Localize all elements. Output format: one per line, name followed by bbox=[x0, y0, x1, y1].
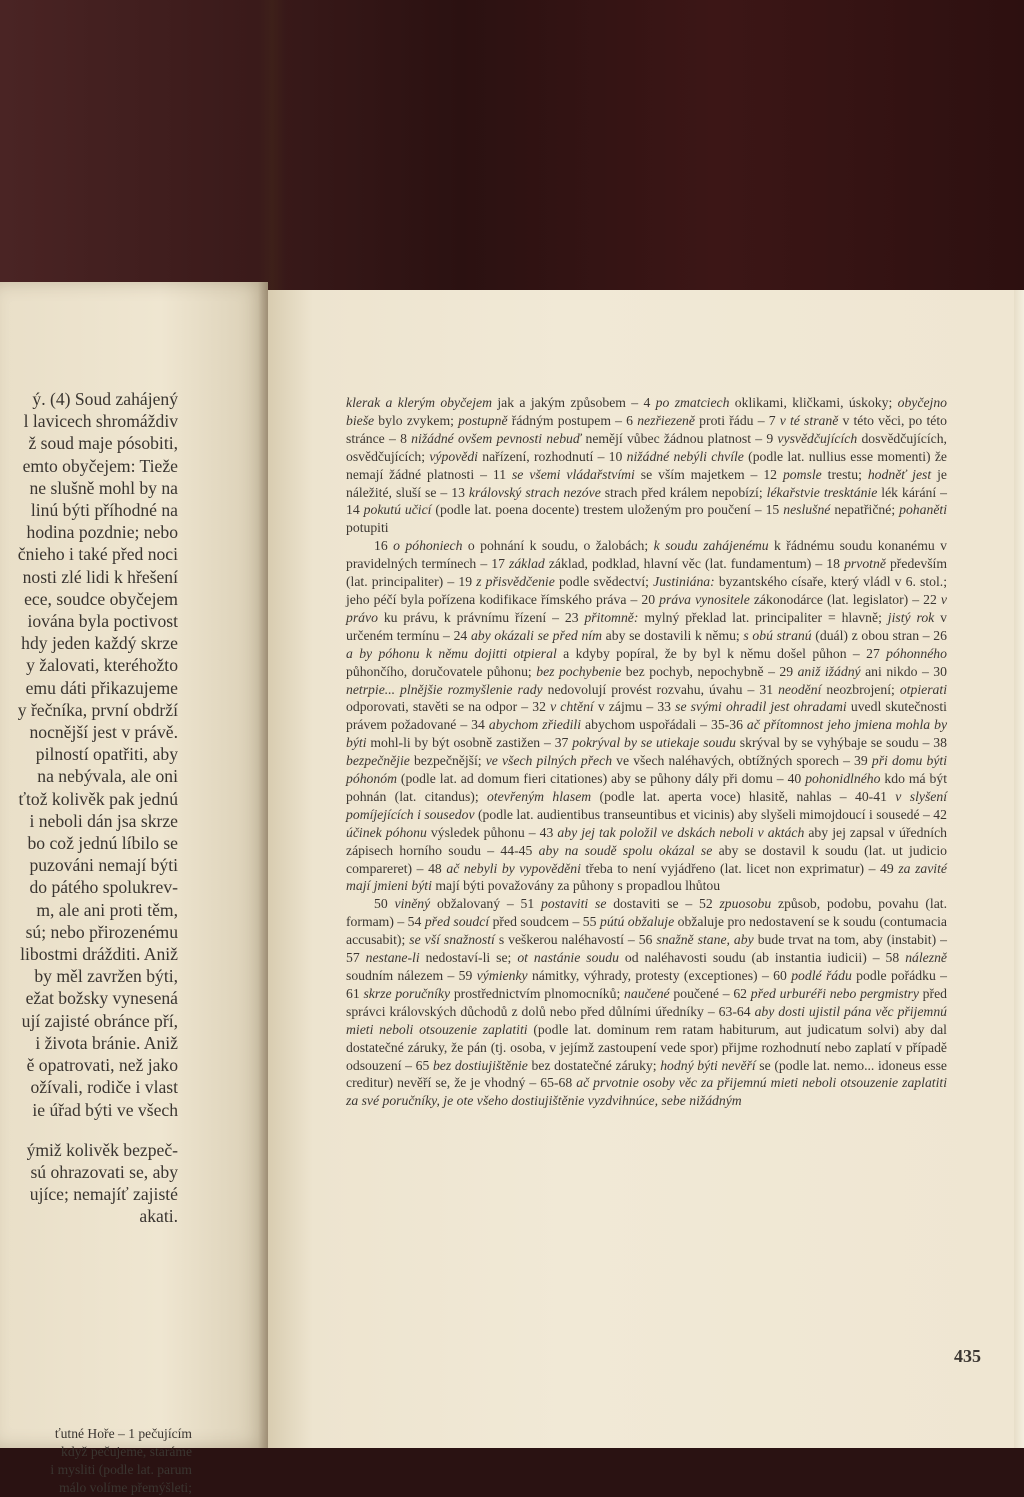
glossed-term: klerak a klerým obyčejem bbox=[346, 395, 493, 410]
text-line: sú ohrazovati se, aby bbox=[30, 1161, 178, 1182]
glossed-term: při domu býti póhonóm bbox=[346, 753, 947, 787]
note-line: ťutné Hoře – 1 pečujícím bbox=[54, 1426, 192, 1441]
gloss-text: nařízení, rozhodnutí – 10 bbox=[477, 448, 627, 464]
glossed-term: viněný bbox=[394, 896, 431, 912]
gloss-text: námitky, výhrady, protesty (exceptiones) – 60 bbox=[527, 968, 792, 983]
glossed-term: snažně stane, aby bbox=[656, 932, 754, 948]
gloss-text: nedostaví-li se; bbox=[419, 950, 518, 966]
glossed-term: pokrýval by se utiekaje soudu bbox=[572, 735, 736, 751]
text-line: do pátého spolukrev- bbox=[29, 877, 178, 898]
gloss-text: o pohnání k soudu, o žalobách; bbox=[462, 538, 654, 554]
text-line: by měl zavržen býti, bbox=[34, 966, 178, 987]
glossed-term: neslušné bbox=[783, 502, 831, 518]
glossed-term: skrze poručníky bbox=[363, 985, 451, 1001]
glossed-term: aniž ižádný bbox=[797, 663, 861, 679]
gloss-text: obžalovaný – 51 bbox=[430, 896, 542, 912]
glossed-term: po zmatciech bbox=[655, 395, 730, 410]
glossed-term: v slyšení pomíjejících i sousedov bbox=[346, 788, 947, 822]
text-line: nocnější jest v právě. bbox=[29, 722, 178, 743]
glossed-term: vysvědčujících bbox=[777, 430, 858, 446]
gloss-text: podle pořádku – 61 bbox=[346, 968, 947, 1001]
glossed-term: ve všech pilných přech bbox=[485, 753, 613, 769]
glossed-term: účinek póhonu bbox=[346, 824, 427, 840]
glossed-term: hodný býti nevěří bbox=[660, 1057, 756, 1073]
gloss-text: 16 bbox=[374, 538, 394, 554]
text-line: bo což jednú líbilo se bbox=[27, 833, 178, 854]
glossed-term: přitomně: bbox=[584, 609, 639, 625]
glossed-term: nižádné ovšem pevnosti nebuď bbox=[411, 430, 582, 446]
gloss-text: aby se dostavili k němu; bbox=[601, 627, 744, 643]
glossed-term: výpovědi bbox=[429, 448, 478, 464]
text-line: ují zajisté obránce pří, bbox=[21, 1010, 178, 1031]
text-line: emto obyčejem: Tieže bbox=[22, 455, 178, 476]
glossed-term: ač nebyli by vypověděni bbox=[446, 860, 581, 876]
glossed-term: póhonného bbox=[886, 645, 947, 661]
gloss-text: trestu; bbox=[821, 466, 868, 482]
glossed-term: pomsle bbox=[782, 466, 822, 482]
gloss-text: bez dostatečné záruky; bbox=[527, 1057, 661, 1073]
gloss-text: skrýval by se vyhýbaje se soudu – 38 bbox=[735, 735, 947, 751]
gloss-text: v této věci, po této stránce – 8 bbox=[346, 412, 947, 446]
gloss-text: (podle lat. audientibus transeuntibus et vicinis) aby slyšeli mimojdoucí i sousedé – 42 bbox=[474, 806, 947, 822]
glossed-term: podlé řádu bbox=[791, 968, 852, 983]
glossed-term: se všemi vládařstvími bbox=[511, 466, 635, 482]
glossed-term: aby jej tak položil ve dskách neboli v aktách bbox=[557, 824, 805, 840]
gloss-text: aby se dostavil k soudu (lat. ut judicio compareret) – 48 bbox=[346, 842, 947, 876]
glossed-term: pohonidlného bbox=[805, 771, 881, 787]
text-line: y žalovati, kteréhožto bbox=[26, 655, 178, 676]
glossed-term: aby dosti ujistil pána věc přijemnú mieti neboli otsouzenie zaplatiti bbox=[346, 1003, 948, 1037]
page-edge bbox=[1014, 290, 1024, 1448]
text-line: ne slušně mohl by na bbox=[29, 477, 178, 498]
gloss-text: nepatřičné; bbox=[830, 502, 900, 518]
glossed-term: v té straně bbox=[779, 412, 839, 428]
glossed-term: neodění bbox=[778, 681, 822, 697]
gloss-text: poučené – 62 bbox=[669, 985, 751, 1001]
glossed-term: zpuosobu bbox=[719, 896, 772, 912]
gloss-text: podle svědectví; bbox=[554, 574, 654, 590]
text-line: m, ale ani proti těm, bbox=[36, 899, 178, 920]
glossed-term: postaviti se bbox=[541, 896, 607, 912]
right-page bbox=[268, 290, 1014, 1448]
text-line: ie úřad býti ve všech bbox=[32, 1099, 178, 1120]
gloss-text: (duál) z obou stran – 26 bbox=[811, 627, 947, 643]
gloss-text: před správci královských důchodů z dolů nebo před důlními úředníky – 63-64 bbox=[346, 985, 947, 1019]
gloss-text: strach před králem nepobízí; bbox=[600, 484, 767, 500]
glossed-term: Justiniána: bbox=[653, 574, 715, 590]
gloss-text: lék kárání – 14 bbox=[346, 484, 947, 518]
glossed-term: za zavité mají jmieni býti bbox=[346, 860, 947, 894]
glossed-term: nálezně bbox=[905, 950, 947, 966]
note-paragraph bbox=[346, 394, 947, 537]
gloss-text: je náležité, sluší se – 13 bbox=[346, 466, 947, 500]
text-line: čnieho i také před noci bbox=[17, 544, 178, 565]
glossed-term: výmienky bbox=[476, 968, 528, 983]
gloss-text: zákonodárce (lat. legislator) – 22 bbox=[749, 591, 941, 607]
gloss-text: ku právu, k právnímu řízení – 23 bbox=[377, 609, 585, 625]
gloss-text: základ, podklad, hlavní věc (lat. fundamentum) – 18 bbox=[544, 556, 845, 572]
glossed-term: před soudcí bbox=[424, 914, 490, 930]
text-line: libostmi drážditi. Aniž bbox=[20, 944, 178, 965]
gloss-text: 50 bbox=[374, 896, 395, 912]
glossed-term: aby okázali se před ním bbox=[470, 627, 602, 643]
text-line: ťtož kolivěk pak jednú bbox=[18, 788, 178, 809]
gloss-text: v určeném termínu – 24 bbox=[346, 609, 947, 643]
glossed-term: otpierati bbox=[899, 681, 948, 697]
glossed-term: z přisvědčenie bbox=[476, 574, 555, 590]
text-line: ý. (4) Soud zahájený bbox=[32, 389, 178, 409]
gloss-text: k řádnému soudu konanému v pravidelných termínech – 17 bbox=[346, 538, 947, 572]
glossed-term: nižádné nebýli chvíle bbox=[626, 448, 744, 464]
gloss-text: v zájmu – 33 bbox=[593, 699, 676, 715]
gloss-text: proti řádu – 7 bbox=[694, 412, 780, 428]
text-line: hdy jeden každý skrze bbox=[21, 633, 178, 654]
left-page bbox=[0, 282, 268, 1495]
glossed-term: bez pochybenie bbox=[536, 663, 622, 679]
glossed-term: ot nastánie soudu bbox=[517, 950, 619, 966]
glossed-term: ač přítomnost jeho jmiena mohla by býti bbox=[346, 717, 948, 751]
gloss-text: kdo má být pohnán (lat. citandus); bbox=[346, 771, 947, 804]
glossed-term: hodněť jest bbox=[867, 466, 932, 482]
right-page-notes bbox=[346, 394, 947, 1110]
note-line: i mysliti (podle lat. parum bbox=[50, 1462, 192, 1477]
gloss-text: (podle lat. dominum rem ratam habiturum, aut judicatum solvi) aby dal dostatečné záruky, že pán (tj. osoba, v jejímž zastoupení vede spor) přijme rozhodnutí nebo zaplatí v případě odsouzení – 65 bbox=[346, 1021, 947, 1073]
glossed-term: před urburéři nebo pergmistry bbox=[750, 985, 919, 1001]
text-line: ežat božsky vynesená bbox=[25, 988, 178, 1009]
gloss-text: ani nikdo – 30 bbox=[860, 663, 947, 679]
gloss-text: od naléhavosti soudu (ab instantia iudicii) – 58 bbox=[618, 950, 906, 966]
left-page-notes bbox=[0, 1425, 256, 1497]
text-line: ujíce; nemajíť zajisté bbox=[29, 1184, 178, 1205]
gloss-text: soudním nálezem – 59 bbox=[346, 968, 477, 983]
gloss-text: bylo zvykem; bbox=[374, 412, 459, 428]
glossed-term: k soudu zahájenému bbox=[653, 538, 769, 554]
glossed-term: nezřiezeně bbox=[637, 412, 695, 428]
gloss-text: aby jej zapsal v úředních zápisech horního soudu – 44-45 bbox=[346, 824, 947, 858]
glossed-term: lékařstvie tresktánie bbox=[766, 484, 878, 500]
gloss-text: odporovati, stavěti se na odpor – 32 bbox=[346, 699, 551, 715]
text-line: puzováni nemají býti bbox=[29, 855, 178, 876]
text-line: iována byla poctivost bbox=[27, 611, 178, 632]
glossed-term: naučené bbox=[624, 985, 670, 1001]
text-line: ě opatrovati, než jako bbox=[26, 1055, 178, 1076]
text-line: linú býti příhodné na bbox=[30, 500, 178, 521]
gloss-text: způsob, podobu, povahu (lat. formam) – 54 bbox=[346, 896, 948, 930]
gloss-text: neozbrojení; bbox=[821, 681, 900, 697]
glossed-term: základ bbox=[509, 556, 545, 572]
gloss-text: třeba to není vyjádřeno (lat. licet non exprimatur) – 49 bbox=[580, 860, 899, 876]
gloss-text: abychom uspořádali – 35-36 bbox=[581, 717, 747, 733]
gloss-text: nemějí vůbec žádnou platnost – 9 bbox=[581, 430, 778, 446]
gloss-text: (podle lat. aperta voce) hlasitě, nahlas – 40-41 bbox=[591, 788, 896, 804]
gloss-text: především (lat. principaliter) – 19 bbox=[346, 556, 947, 590]
glossed-term: netrpie... plnějšie rozmyšlenie rady bbox=[346, 681, 543, 697]
glossed-term: pútú obžaluje bbox=[599, 914, 675, 930]
text-line: i neboli dán jsa skrze bbox=[29, 810, 178, 831]
gloss-text: se vším majetkem – 12 bbox=[634, 466, 783, 482]
gloss-text: a kdyby popíral, že by byl k němu došel půhon – 27 bbox=[556, 645, 887, 661]
gloss-text: mylný překlad lat. principaliter = hlavně; bbox=[638, 609, 888, 625]
glossed-term: pohaněti bbox=[899, 502, 947, 518]
glossed-term: v právo bbox=[346, 591, 947, 625]
gloss-text: bez pochyb, nepochybně – 29 bbox=[621, 663, 798, 679]
glossed-term: ač prvotnie osoby věc za přijemnú mieti neboli otsouzenie zaplatiti za své poručníky, je ote všeho dostiujištěnie vyzdvihnúce, sebe nižádným bbox=[346, 1075, 947, 1109]
gloss-text: se (podle lat. nemo... idoneus esse creditur) nevěří se, že je vhodný – 65-68 bbox=[346, 1057, 948, 1091]
glossed-term: jistý rok bbox=[887, 609, 935, 625]
gloss-text: před soudcem – 55 bbox=[489, 914, 600, 930]
text-line: nosti zlé lidi k hřešení bbox=[22, 566, 178, 587]
gloss-text: oklikami, kličkami, úskoky; bbox=[729, 395, 898, 410]
text-line: y řečníka, první obdrží bbox=[17, 699, 178, 720]
gloss-text: dostaviti se – 52 bbox=[606, 896, 720, 912]
glossed-term: abychom zřiedili bbox=[488, 717, 582, 733]
gloss-text: dosvědčujících, osvědčujících; bbox=[346, 430, 947, 464]
gloss-text: prostřednictvím plnomocníků; bbox=[450, 985, 625, 1001]
note-line: když pečujeme, staráme bbox=[61, 1444, 192, 1459]
gloss-text: byzantského císaře, který vládl v 6. stol.; jeho péčí byla pořízena kodifikace římského práva – 20 bbox=[346, 574, 948, 607]
glossed-term: královský strach nezóve bbox=[468, 484, 601, 500]
dark-background bbox=[0, 0, 1024, 310]
glossed-term: se vší snažností bbox=[409, 932, 495, 948]
glossed-term: nestane-li bbox=[365, 950, 420, 966]
gloss-text: jak a jakým způsobem – 4 bbox=[492, 395, 656, 410]
glossed-term: prvotně bbox=[844, 556, 886, 572]
left-page-body bbox=[0, 388, 256, 1228]
gloss-text: ve všech naléhavých, obtížných sporech – 39 bbox=[612, 753, 872, 769]
glossed-term: bez dostiujištěnie bbox=[432, 1057, 528, 1073]
glossed-term: otevřeným hlasem bbox=[487, 788, 592, 804]
glossed-term: aby na soudě spolu okázal se bbox=[538, 842, 713, 858]
gloss-text: (podle lat. nullius esse momenti) že nemají žádné platnosti – 11 bbox=[346, 448, 947, 482]
text-line: hodina pozdnie; nebo bbox=[26, 522, 178, 543]
glossed-term: s obú stranú bbox=[743, 627, 812, 643]
gloss-text: s veškerou naléhavostí – 56 bbox=[494, 932, 657, 948]
text-line: emu dáti přikazujeme bbox=[25, 677, 178, 698]
glossed-term: obyčejno bieše bbox=[346, 395, 948, 428]
glossed-term: bezpečnějie bbox=[346, 753, 410, 769]
gloss-text: řádným postupem – 6 bbox=[507, 412, 638, 428]
note-paragraph bbox=[346, 537, 947, 895]
text-line: sú; nebo přirozenému bbox=[25, 921, 178, 942]
gloss-text: bude trvat na tom, aby (instabit) – 57 bbox=[346, 932, 947, 966]
gloss-text: mají býti považovány za půhony s propadlou lhůtou bbox=[431, 878, 721, 894]
gloss-text: uvedl skutečnosti právem požadované – 34 bbox=[346, 699, 947, 733]
gloss-text: bezpečnější; bbox=[409, 753, 486, 769]
text-line: ožívali, rodiče i vlast bbox=[30, 1077, 178, 1098]
text-line: akati. bbox=[139, 1206, 178, 1227]
text-line: ece, soudce obyčejem bbox=[24, 588, 178, 609]
gloss-text: obžaluje pro nedostavení se k soudu (contumacia accusabit); bbox=[346, 914, 947, 948]
glossed-term: se svými ohradil jest ohradami bbox=[675, 699, 847, 715]
page-number: 435 bbox=[954, 1346, 981, 1366]
glossed-term: postupně bbox=[458, 412, 508, 428]
glossed-term: práva vynositele bbox=[659, 591, 750, 607]
gloss-text: potupiti bbox=[346, 520, 389, 536]
text-line: i života bránie. Aniž bbox=[35, 1032, 178, 1053]
gloss-text: výsledek půhonu – 43 bbox=[426, 824, 558, 840]
text-line: ýmiž kolivěk bezpeč- bbox=[26, 1139, 178, 1160]
glossed-term: pokutú učicí bbox=[363, 502, 432, 518]
text-line: ž soud maje pósobiti, bbox=[28, 433, 178, 454]
text-line: pilností opatřiti, aby bbox=[35, 744, 178, 765]
note-paragraph bbox=[346, 895, 947, 1110]
text-line: l lavicech shromáždiv bbox=[23, 411, 178, 432]
glossed-term: v chtění bbox=[550, 699, 594, 715]
gloss-text: půhončího, doručovatele půhonu; bbox=[346, 663, 537, 679]
note-line: málo volíme přemýšleti; bbox=[59, 1480, 192, 1495]
glossed-term: o póhoniech bbox=[393, 538, 463, 554]
text-line: na nebývala, ale oni bbox=[37, 766, 178, 787]
glossed-term: a by póhonu k němu dojitti otpieral bbox=[346, 645, 557, 661]
gloss-text: nedovolují provést rozvahu, úvahu – 31 bbox=[542, 681, 779, 697]
gloss-text: (podle lat. poena docente) trestem uloženým pro poučení – 15 bbox=[431, 502, 784, 518]
gloss-text: (podle lat. ad domum fieri citationes) aby se půhony dály při domu – 40 bbox=[396, 771, 806, 787]
gloss-text: mohl-li by být osobně zastižen – 37 bbox=[366, 735, 573, 751]
